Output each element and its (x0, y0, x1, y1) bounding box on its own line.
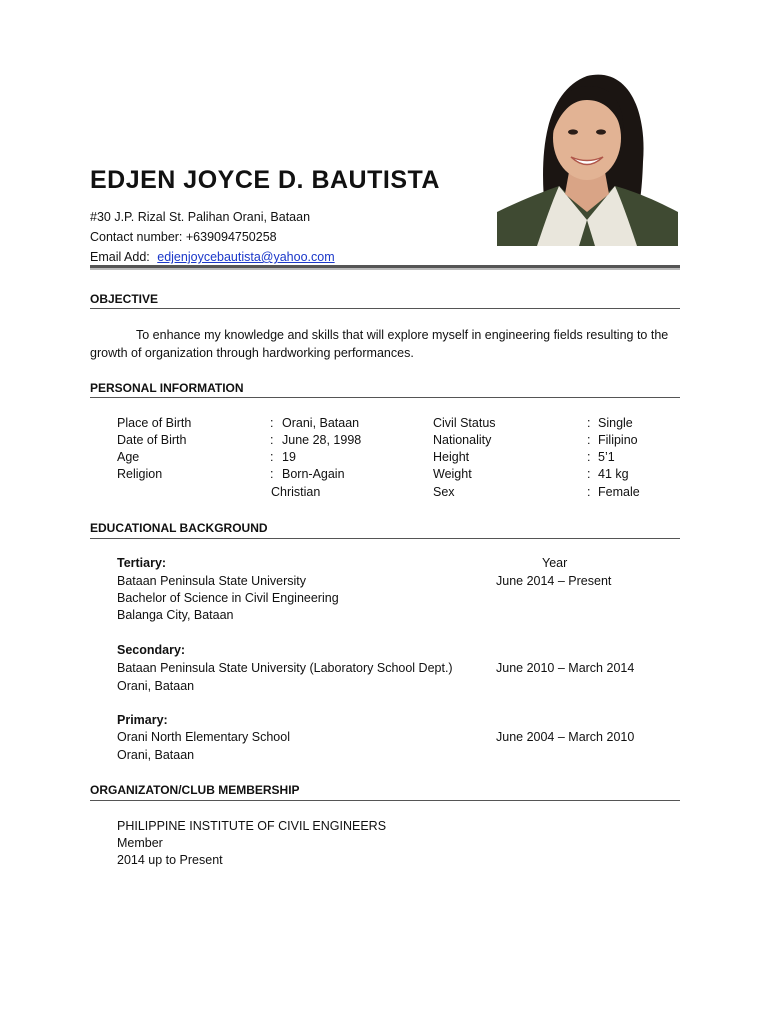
civil-status-value: Single (598, 416, 633, 430)
email-link[interactable]: edjenjoycebautista@yahoo.com (157, 250, 335, 264)
nationality-value: Filipino (598, 433, 638, 447)
colon: : (587, 467, 591, 481)
secondary-location: Orani, Bataan (117, 679, 195, 693)
personal-info-title: PERSONAL INFORMATION (90, 381, 244, 395)
objective-text: To enhance my knowledge and skills that will explore myself in engineering fields resulting to the growth of organization through hardworking performances. (90, 328, 669, 360)
tertiary-year: June 2014 – Present (496, 574, 612, 588)
religion-value: Born-Again (282, 467, 345, 481)
age-value: 19 (282, 450, 296, 464)
contact-block (90, 207, 335, 267)
tertiary-label: Tertiary: (117, 556, 167, 570)
education-rule (90, 538, 680, 539)
civil-status-label: Civil Status (433, 416, 496, 430)
profile-photo (497, 62, 678, 246)
tertiary-school: Bataan Peninsula State University (117, 574, 306, 588)
primary-label: Primary: (117, 713, 168, 727)
colon: : (587, 416, 591, 430)
tertiary-degree: Bachelor of Science in Civil Engineering (117, 591, 339, 605)
weight-label: Weight (433, 467, 472, 481)
applicant-name: EDJEN JOYCE D. BAUTISTA (90, 166, 440, 194)
organization-role: Member (117, 836, 163, 850)
secondary-school: Bataan Peninsula State University (Laboratory School Dept.) (117, 661, 453, 675)
sex-value: Female (598, 485, 640, 499)
personal-info-rule (90, 397, 680, 398)
education-title: EDUCATIONAL BACKGROUND (90, 521, 268, 535)
sex-label: Sex (433, 485, 455, 499)
date-of-birth-value: June 28, 1998 (282, 433, 362, 447)
height-value: 5’1 (598, 450, 615, 464)
weight-value: 41 kg (598, 467, 629, 481)
year-header: Year (542, 556, 568, 570)
contact-number-line: Contact number: +639094750258 (90, 230, 277, 244)
date-of-birth-label: Date of Birth (117, 433, 187, 447)
email-line (90, 247, 335, 267)
header-divider (90, 265, 680, 270)
tertiary-location: Balanga City, Bataan (117, 608, 234, 622)
place-of-birth-value: Orani, Bataan (282, 416, 360, 430)
email-label: Email Add: (90, 250, 150, 264)
nationality-label: Nationality (433, 433, 492, 447)
colon: : (270, 416, 274, 430)
secondary-label: Secondary: (117, 643, 186, 657)
objective-rule (90, 308, 680, 309)
colon: : (270, 467, 274, 481)
religion-label: Religion (117, 467, 163, 481)
organization-period: 2014 up to Present (117, 853, 223, 867)
age-label: Age (117, 450, 140, 464)
primary-year: June 2004 – March 2010 (496, 730, 635, 744)
place-of-birth-label: Place of Birth (117, 416, 192, 430)
height-label: Height (433, 450, 470, 464)
colon: : (587, 485, 591, 499)
colon: : (270, 450, 274, 464)
secondary-year: June 2010 – March 2014 (496, 661, 635, 675)
organization-name: PHILIPPINE INSTITUTE OF CIVIL ENGINEERS (117, 819, 387, 833)
colon: : (270, 433, 274, 447)
colon: : (587, 433, 591, 447)
primary-location: Orani, Bataan (117, 748, 195, 762)
address-line: #30 J.P. Rizal St. Palihan Orani, Bataan (90, 210, 311, 224)
religion-value-continued: Christian (271, 485, 321, 499)
colon: : (587, 450, 591, 464)
organization-title: ORGANIZATON/CLUB MEMBERSHIP (90, 783, 300, 797)
objective-title: OBJECTIVE (90, 292, 159, 306)
organization-rule (90, 800, 680, 801)
primary-school: Orani North Elementary School (117, 730, 290, 744)
